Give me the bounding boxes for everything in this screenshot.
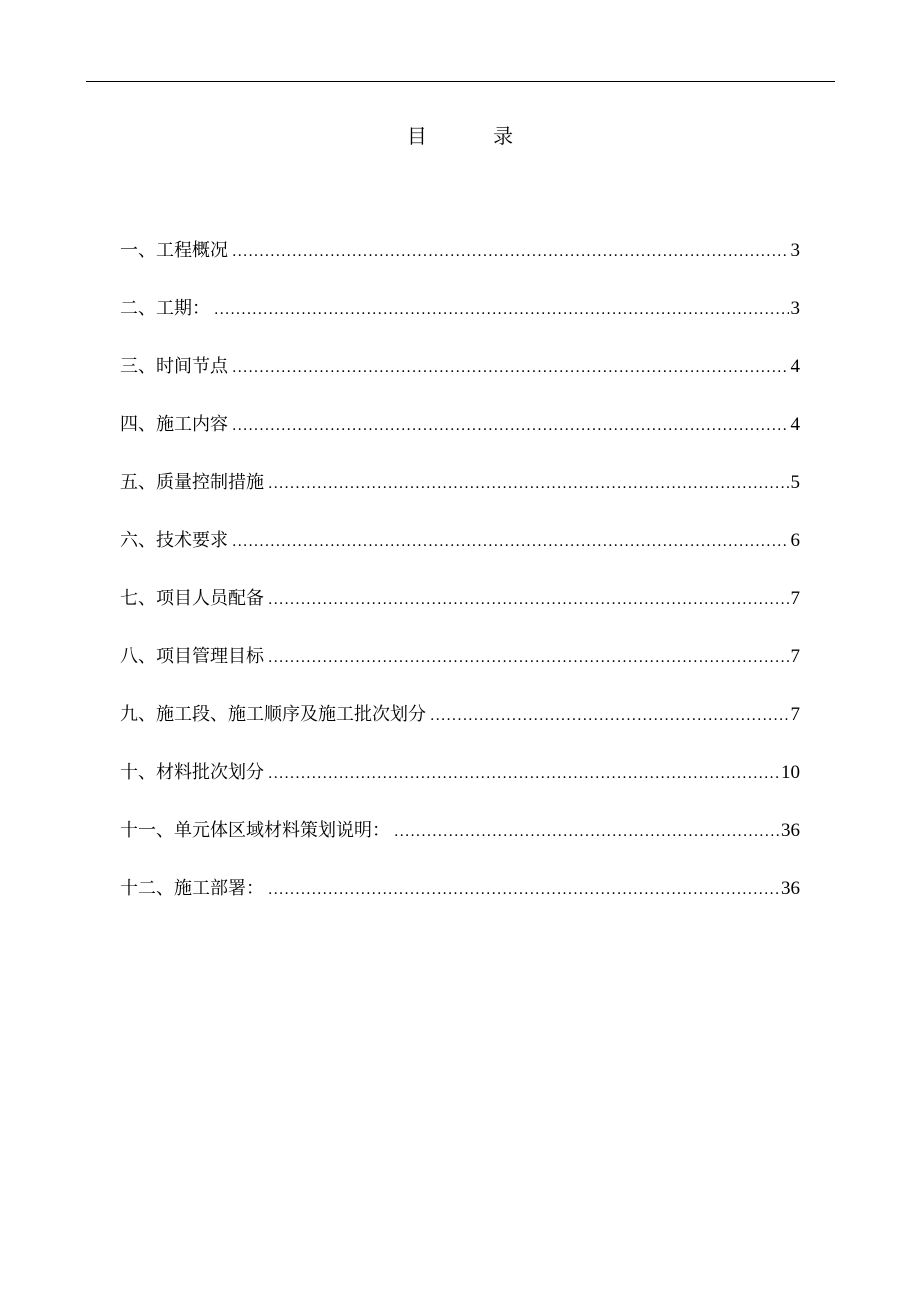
toc-entry-label: 十一、单元体区域材料策划说明： [120, 820, 390, 841]
toc-page-number: 7 [790, 704, 800, 725]
toc-entry-label: 三、时间节点 [120, 356, 228, 377]
toc-entry-9[interactable] [120, 699, 800, 757]
toc-list [120, 235, 800, 931]
toc-entry-10[interactable] [120, 757, 800, 815]
toc-entry-8[interactable] [120, 641, 800, 699]
toc-dot-leader [268, 874, 779, 906]
toc-entry-7[interactable] [120, 583, 800, 641]
toc-page-number: 3 [790, 298, 800, 319]
toc-dot-leader [232, 352, 789, 384]
toc-entry-label: 四、施工内容 [120, 414, 228, 435]
toc-entry-label: 五、质量控制措施 [120, 472, 264, 493]
toc-entry-label: 八、项目管理目标 [120, 646, 264, 667]
toc-title: 目 录 [406, 124, 544, 148]
toc-entry-3[interactable] [120, 351, 800, 409]
toc-page-number: 36 [781, 878, 800, 899]
toc-page-number: 5 [790, 472, 800, 493]
toc-dot-leader [268, 584, 789, 616]
toc-dot-leader [232, 526, 789, 558]
toc-page-number: 7 [790, 646, 800, 667]
toc-dot-leader [268, 642, 789, 674]
toc-entry-12[interactable] [120, 873, 800, 931]
toc-dot-leader [268, 468, 789, 500]
toc-page-number: 7 [790, 588, 800, 609]
toc-entry-label: 九、施工段、施工顺序及施工批次划分 [120, 704, 426, 725]
toc-entry-4[interactable] [120, 409, 800, 467]
toc-page-number: 3 [790, 240, 800, 261]
toc-entry-label: 六、技术要求 [120, 530, 228, 551]
toc-entry-label: 二、工期： [120, 298, 210, 319]
toc-dot-leader [232, 410, 789, 442]
toc-entry-1[interactable] [120, 235, 800, 293]
toc-dot-leader [214, 294, 789, 326]
toc-entry-label: 七、项目人员配备 [120, 588, 264, 609]
toc-entry-6[interactable] [120, 525, 800, 583]
toc-dot-leader [232, 236, 789, 268]
toc-page-number: 36 [781, 820, 800, 841]
toc-page-number: 4 [790, 414, 800, 435]
header-rule [86, 81, 835, 82]
toc-entry-label: 十、材料批次划分 [120, 762, 264, 783]
toc-dot-leader [430, 700, 789, 732]
toc-entry-2[interactable] [120, 293, 800, 351]
toc-dot-leader [268, 758, 779, 790]
toc-page-number: 4 [790, 356, 800, 377]
toc-entry-11[interactable] [120, 815, 800, 873]
toc-entry-label: 十二、施工部署： [120, 878, 264, 899]
toc-dot-leader [394, 816, 779, 848]
toc-entry-5[interactable] [120, 467, 800, 525]
toc-page-number: 10 [781, 762, 800, 783]
toc-page-number: 6 [790, 530, 800, 551]
toc-entry-label: 一、工程概况 [120, 240, 228, 261]
